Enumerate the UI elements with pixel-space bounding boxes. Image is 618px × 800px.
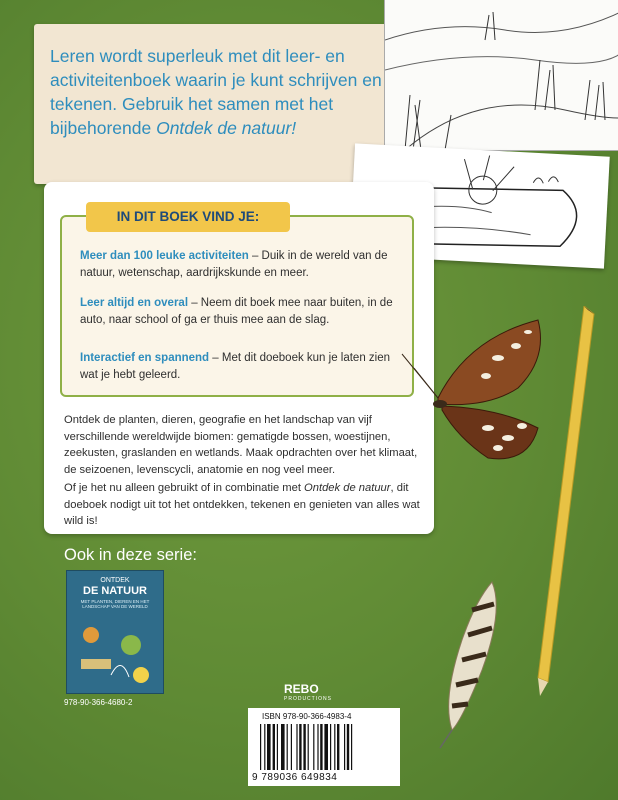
feature-item: Meer dan 100 leuke activiteiten – Duik in de wereld van de natuur, wetenschap, aardrijkskunde en meer. bbox=[80, 250, 388, 279]
pencil-illustration bbox=[526, 306, 596, 696]
features-label: IN DIT BOEK VIND JE: bbox=[86, 202, 290, 232]
barcode-digits: 9 789036 649834 bbox=[252, 772, 338, 783]
feather-illustration bbox=[432, 580, 504, 750]
feature-item: Interactief en spannend – Met dit doeboek kun je laten zien wat je hebt geleerd. bbox=[80, 352, 391, 381]
dune-sketch bbox=[384, 0, 618, 151]
description-paragraph-2: Of je het nu alleen gebruikt of in combinatie met Ontdek de natuur, dit doeboek nodigt uit tot het ontdekken, tekenen en genieten van alles wat wild is! bbox=[64, 482, 420, 527]
intro-text: Leren wordt superleuk met dit leer- en activiteitenboek waarin je kunt schrijven en tekenen. Gebruik het samen met het bijbehorende Ontdek de natuur! bbox=[50, 46, 382, 138]
barcode-bars bbox=[260, 724, 388, 770]
barcode bbox=[248, 708, 400, 786]
series-heading: Ook in deze serie: bbox=[64, 546, 197, 564]
feature-item: Leer altijd en overal – Neem dit boek mee naar buiten, in de auto, naar school of ga er thuis mee aan de slag. bbox=[80, 297, 393, 326]
series-isbn: 978-90-366-4680-2 bbox=[64, 698, 133, 707]
series-book-cover[interactable]: ONTDEK DE NATUUR MET PLANTEN, DIEREN EN HET LANDSCHAP VAN DE WERELD bbox=[66, 570, 164, 694]
book-cover-illustration bbox=[71, 615, 159, 689]
barcode-isbn: ISBN 978-90-366-4983-4 bbox=[262, 712, 352, 721]
description-paragraph: Ontdek de planten, dieren, geografie en het landschap van vijf verschillende wereldwijde biomen: gematigde bossen, woestijnen, zeekusten, graslanden en wetlands. Maak opdrachten over het klimaat, de seizoenen, levenscycli, anatomie en nog veel meer. bbox=[64, 414, 418, 476]
publisher-logo: REBO PRODUCTIONS bbox=[284, 682, 332, 702]
